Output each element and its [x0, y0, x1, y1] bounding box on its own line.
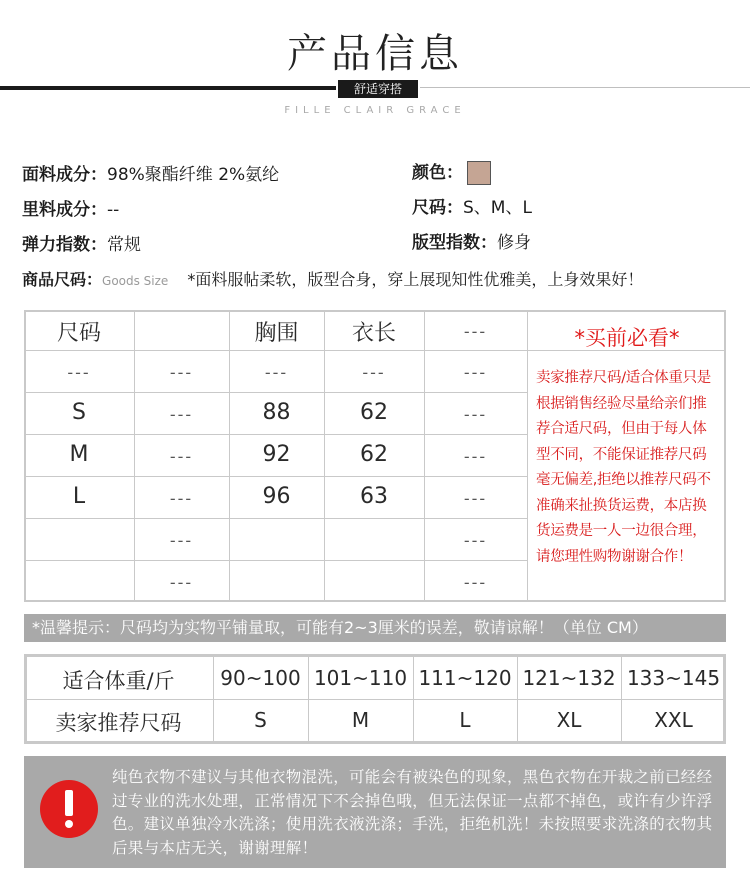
size-table-hline — [24, 560, 527, 561]
size-cell: M — [69, 442, 89, 467]
weight-cell: 90~100 — [220, 666, 301, 690]
fabric-row — [22, 160, 279, 185]
size-header-bust: 胸围 — [254, 321, 299, 346]
color-swatch — [467, 161, 491, 185]
size-cell: 62 — [360, 400, 388, 425]
exclamation-icon — [40, 780, 98, 838]
size-cell: --- — [463, 405, 488, 424]
goods-size-label: 商品尺码： — [22, 270, 103, 289]
header-subtitle: FILLE CLAIR GRACE — [284, 105, 466, 116]
size-cell: --- — [463, 363, 488, 382]
size-cell: --- — [264, 363, 289, 382]
size-value: S、M、L — [463, 198, 532, 218]
size-cell: --- — [463, 531, 488, 550]
size-cell: --- — [169, 489, 194, 508]
header-divider-left — [0, 86, 336, 90]
size-cell: 96 — [262, 484, 291, 509]
size-label: 尺码： — [412, 198, 463, 218]
recommend-cell: L — [459, 708, 471, 732]
size-cell: --- — [169, 363, 194, 382]
size-header-length: 衣长 — [351, 321, 396, 346]
recommend-cell: S — [254, 708, 267, 732]
size-cell: 92 — [262, 442, 291, 467]
size-cell: --- — [169, 405, 194, 424]
size-table-hline — [24, 392, 527, 393]
lining-value: -- — [107, 200, 120, 220]
lining-label: 里料成分： — [22, 200, 107, 220]
weight-cell: 133~145 — [626, 666, 721, 690]
goods-size-desc: *面料服帖柔软，版型合身，穿上展现知性优雅美，上身效果好！ — [187, 270, 644, 289]
size-cell: --- — [362, 363, 386, 382]
size-cell: --- — [67, 363, 91, 382]
recommend-cell: M — [351, 708, 370, 732]
size-table-hline — [24, 518, 527, 519]
recommend-cell: XXL — [654, 708, 693, 732]
page-title: 产品信息 — [287, 31, 463, 77]
size-cell: --- — [169, 573, 194, 592]
size-cell: --- — [463, 489, 488, 508]
weight-cell: 121~132 — [522, 666, 616, 690]
size-table-hline — [24, 434, 527, 435]
weight-cell: 101~110 — [313, 666, 408, 690]
size-header-size: 尺码 — [56, 321, 101, 346]
header — [0, 0, 750, 130]
weight-label: 适合体重/斤 — [62, 669, 175, 693]
wash-text: 纯色衣物不建议与其他衣物混洗，可能会有被染色的现象，黑色衣物在开裁之前已经经过专业的洗水处理，正常情况下不会掉色哦，但无法保证一点都不掉色，或许有少许浮色。建议单独冷水洗涤；使用洗衣液洗涤；手洗，拒绝机洗！未按照要求洗涤的衣物其后果与本店无关，谢谢理解！ — [112, 768, 713, 857]
size-table-hline — [24, 350, 527, 351]
recommend-cell: XL — [556, 708, 582, 732]
size-cell: 63 — [360, 484, 388, 509]
header-divider-right — [420, 87, 750, 88]
fit-value: 修身 — [497, 233, 531, 253]
size-table-hline — [24, 476, 527, 477]
size-cell: L — [72, 484, 86, 509]
size-cell: S — [72, 400, 86, 425]
color-row — [412, 158, 491, 185]
recommend-label: 卖家推荐尺码 — [55, 711, 182, 735]
size-table-vline — [527, 310, 528, 602]
fabric-label: 面料成分： — [22, 165, 107, 185]
size-cell: --- — [169, 447, 194, 466]
elastic-row — [22, 230, 141, 255]
size-cell: --- — [463, 447, 488, 466]
size-cell: --- — [169, 531, 194, 550]
fabric-value: 98%聚酯纤维 2%氨纶 — [107, 165, 280, 185]
size-cell: 62 — [360, 442, 388, 467]
notice-title: *买前必看* — [574, 326, 680, 350]
size-header-dash: --- — [463, 322, 488, 341]
fit-label: 版型指数： — [412, 233, 497, 253]
color-label: 颜色： — [412, 163, 463, 183]
goods-size-row — [22, 267, 643, 290]
measurement-tip: *温馨提示：尺码均为实物平铺量取，可能有2~3厘米的误差，敬请谅解！（单位 CM） — [24, 614, 726, 642]
elastic-label: 弹力指数： — [22, 235, 107, 255]
wash-notice — [24, 756, 726, 868]
size-cell: 88 — [262, 400, 291, 425]
size-cell: --- — [463, 573, 488, 592]
fit-row — [412, 228, 531, 253]
size-row — [412, 193, 532, 218]
lining-row — [22, 195, 119, 220]
header-tag: 舒适穿搭 — [338, 80, 418, 98]
goods-size-en: Goods Size — [102, 274, 169, 288]
weight-cell: 111~120 — [418, 666, 512, 690]
notice-body: 卖家推荐尺码/适合体重只是根据销售经验尽量给亲们推荐合适尺码，但由于每人体型不同，不能保证推荐尺码毫无偏差,拒绝以推荐尺码不准确来扯换货运费，本店换货运费是一人一边很合理，请您理性购物谢谢合作！ — [536, 370, 711, 565]
elastic-value: 常规 — [107, 235, 141, 255]
